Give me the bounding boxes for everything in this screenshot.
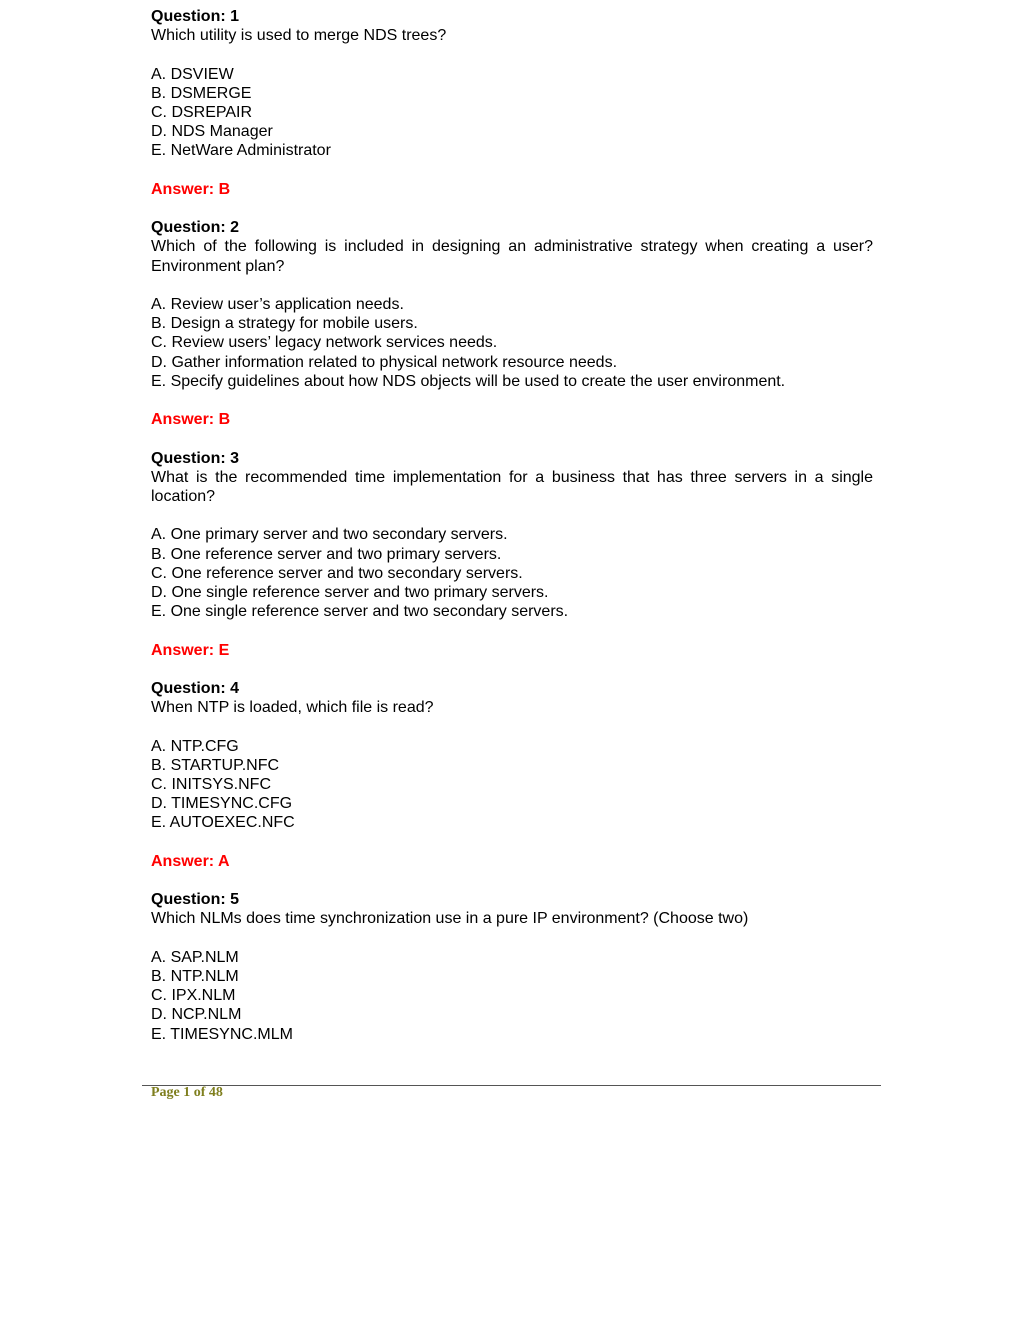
option-c: C. IPX.NLM — [151, 987, 236, 1005]
option-a: A. DSVIEW — [151, 65, 234, 83]
question-text: When NTP is loaded, which file is read? — [151, 699, 434, 717]
question-5 — [151, 890, 873, 1044]
option-c: C. DSREPAIR — [151, 104, 253, 121]
option-b: B. NTP.NLM — [151, 967, 239, 985]
option-b: B. STARTUP.NFC — [151, 756, 280, 774]
question-3 — [151, 449, 873, 679]
option-e: E. NetWare Administrator — [151, 142, 331, 160]
option-e: E. Specify guidelines about how NDS objects will be used to create the user environment. — [151, 372, 786, 390]
question-number: Question: 3 — [151, 449, 240, 467]
question-number: Question: 2 — [151, 219, 240, 237]
question-1 — [151, 7, 873, 218]
question-number: Question: 4 — [151, 679, 240, 697]
question-text: What is the recommended time implementation for a business that has three servers in a single location? — [151, 468, 873, 505]
question-4 — [151, 679, 873, 890]
option-a: A. Review user’s application needs. — [151, 295, 404, 313]
option-c: C. INITSYS.NFC — [151, 775, 272, 793]
answer-label: Answer: E — [151, 641, 230, 659]
question-2 — [151, 218, 873, 448]
option-b: B. One reference server and two primary servers. — [151, 545, 502, 563]
answer-label: Answer: B — [151, 180, 231, 198]
option-a: A. NTP.CFG — [151, 737, 239, 755]
answer-label: Answer: A — [151, 852, 230, 870]
option-d: D. Gather information related to physical network resource needs. — [151, 353, 618, 371]
option-c: C. Review users’ legacy network services needs. — [151, 334, 498, 352]
option-e: E. One single reference server and two secondary servers. — [151, 603, 569, 621]
question-number: Question: 5 — [151, 891, 240, 909]
question-text: Which utility is used to merge NDS trees? — [151, 27, 447, 45]
question-number: Question: 1 — [151, 8, 240, 25]
option-d: D. One single reference server and two primary servers. — [151, 583, 549, 601]
option-d: D. NCP.NLM — [151, 1006, 242, 1024]
question-text: Which of the following is included in designing an administrative strategy when creating a user? Environment plan? — [151, 238, 873, 275]
option-d: D. TIMESYNC.CFG — [151, 795, 293, 813]
option-d: D. NDS Manager — [151, 123, 273, 141]
option-b: B. Design a strategy for mobile users. — [151, 315, 418, 333]
document-body — [151, 7, 873, 1044]
option-a: A. One primary server and two secondary servers. — [151, 526, 508, 544]
answer-label: Answer: B — [151, 411, 231, 429]
page-number: Page 1 of 48 — [151, 1085, 223, 1100]
option-e: E. TIMESYNC.MLM — [151, 1025, 293, 1043]
question-text: Which NLMs does time synchronization use in a pure IP environment? (Choose two) — [151, 910, 749, 928]
option-c: C. One reference server and two secondary servers. — [151, 564, 523, 582]
option-b: B. DSMERGE — [151, 84, 252, 102]
footer-divider — [142, 1085, 881, 1086]
option-a: A. SAP.NLM — [151, 948, 239, 966]
option-e: E. AUTOEXEC.NFC — [151, 814, 295, 832]
